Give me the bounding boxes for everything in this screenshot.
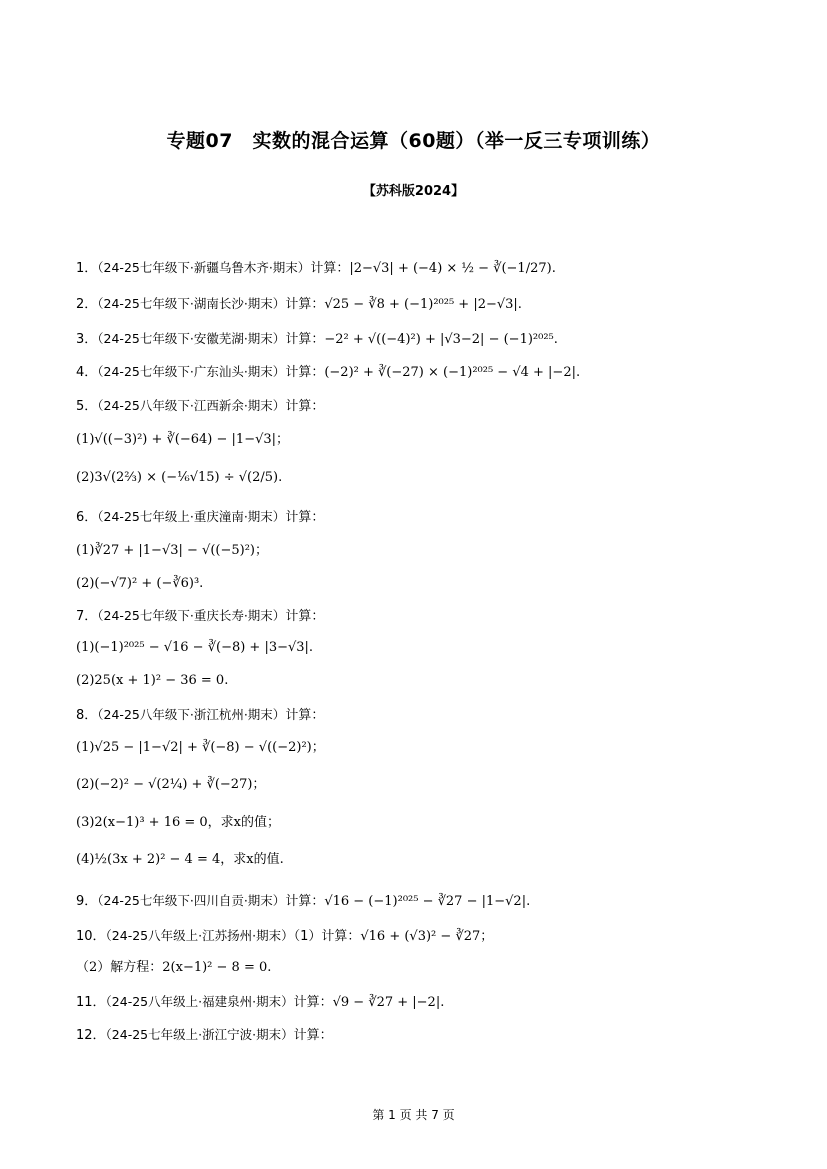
problem-source: （24-25七年级下·湖南长沙·期末） [97, 296, 286, 311]
problem-ask: 计算： [285, 708, 325, 723]
problem-number: 10． [76, 929, 106, 944]
problem-source: （24-25七年级下·新疆乌鲁木齐·期末） [97, 260, 311, 275]
problem-8-part-1: (1)√25 − |1−√2| + ∛(−8) − √((−2)²)； [76, 740, 325, 755]
problem-6 [76, 507, 776, 528]
problem-11 [76, 992, 776, 1013]
problem-ask: （1）计算： [293, 929, 361, 944]
problem-10-part-2: （2）解方程：2(x−1)² − 8 = 0. [76, 960, 272, 975]
problem-5-part-1: (1)√((−3)²) + ∛(−64) − |1−√3|； [76, 432, 290, 447]
problem-ask: 计算： [285, 297, 325, 312]
problem-ask: 计算： [285, 510, 325, 525]
problem-source: （24-25八年级下·江西新余·期末） [97, 398, 286, 413]
problem-number: 1． [76, 261, 98, 276]
problem-number: 12． [76, 1028, 106, 1043]
problem-source: （24-25八年级上·江苏扬州·期末） [105, 928, 294, 943]
problem-expression: (−2)² + ∛(−27) × (−1)²⁰²⁵ − √4 + |−2|. [324, 365, 581, 380]
problem-source: （24-25七年级上·重庆潼南·期末） [97, 509, 286, 524]
problem-number: 7． [76, 609, 98, 624]
problem-source: （24-25七年级下·广东汕头·期末） [97, 364, 286, 379]
problem-source: （24-25八年级下·浙江杭州·期末） [97, 707, 286, 722]
problem-expression: √16 + (√3)² − ∛27； [360, 929, 494, 944]
edition-label: 【苏科版2024】 [362, 184, 465, 199]
problem-9 [76, 891, 776, 912]
problem-8-part-2: (2)(−2)² − √(2¼) + ∛(−27)； [76, 777, 266, 792]
problem-6-part-2: (2)(−√7)² + (−∛6)³. [76, 576, 204, 591]
problem-source: （24-25八年级上·福建泉州·期末） [105, 994, 294, 1009]
problem-source: （24-25七年级下·重庆长寿·期末） [97, 608, 286, 623]
problem-ask: 计算： [285, 365, 325, 380]
problem-8-part-3: (3)2(x−1)³ + 16 = 0，求x的值； [76, 815, 280, 830]
problem-number: 11． [76, 995, 106, 1010]
problem-number: 4． [76, 365, 98, 380]
problem-3 [76, 329, 776, 350]
problem-number: 3． [76, 332, 98, 347]
problem-ask: 计算： [285, 399, 325, 414]
problem-10 [76, 926, 776, 947]
problem-5 [76, 396, 776, 417]
problem-12 [76, 1025, 776, 1046]
problem-number: 5． [76, 399, 98, 414]
problem-expression: √9 − ∛27 + |−2|. [332, 995, 445, 1010]
problem-ask: 计算： [293, 995, 333, 1010]
problem-source: （24-25七年级下·安徽芜湖·期末） [97, 331, 286, 346]
problem-expression: √16 − (−1)²⁰²⁵ − ∛27 − |1−√2|. [324, 894, 531, 909]
problem-expression: −2² + √((−4)²) + |√3−2| − (−1)²⁰²⁵. [324, 332, 558, 347]
problem-8 [76, 705, 776, 726]
problem-4 [76, 362, 776, 383]
problem-6-part-1: (1)∛27 + |1−√3| − √((−5)²)； [76, 543, 268, 558]
problem-number: 2． [76, 297, 98, 312]
problem-expression: |2−√3| + (−4) × ½ − ∛(−1/27). [349, 261, 556, 276]
problem-7-part-1: (1)(−1)²⁰²⁵ − √16 − ∛(−8) + |3−√3|. [76, 640, 314, 655]
problem-number: 6． [76, 510, 98, 525]
page-title: 专题07 实数的混合运算（60题）（举一反三专项训练） [166, 130, 661, 152]
problem-5-part-2: (2)3√(2⅔) × (−⅙√15) ÷ √(2/5). [76, 470, 283, 485]
problem-1 [76, 258, 776, 279]
problem-expression: √25 − ∛8 + (−1)²⁰²⁵ + |2−√3|. [324, 297, 522, 312]
problem-7-part-2: (2)25(x + 1)² − 36 = 0. [76, 673, 229, 688]
problem-8-part-4: (4)½(3x + 2)² − 4 = 4，求x的值. [76, 852, 284, 867]
problem-ask: 计算： [285, 894, 325, 909]
problem-source: （24-25七年级上·浙江宁波·期末） [105, 1027, 294, 1042]
problem-2 [76, 294, 776, 315]
problem-number: 9． [76, 894, 98, 909]
problem-ask: 计算： [285, 332, 325, 347]
problem-ask: 计算： [285, 609, 325, 624]
problem-source: （24-25七年级下·四川自贡·期末） [97, 893, 286, 908]
problem-ask: 计算： [293, 1028, 333, 1043]
page-footer: 第 1 页 共 7 页 [372, 1108, 455, 1122]
problem-number: 8． [76, 708, 98, 723]
problem-ask: 计算： [310, 261, 350, 276]
problem-7 [76, 606, 776, 627]
